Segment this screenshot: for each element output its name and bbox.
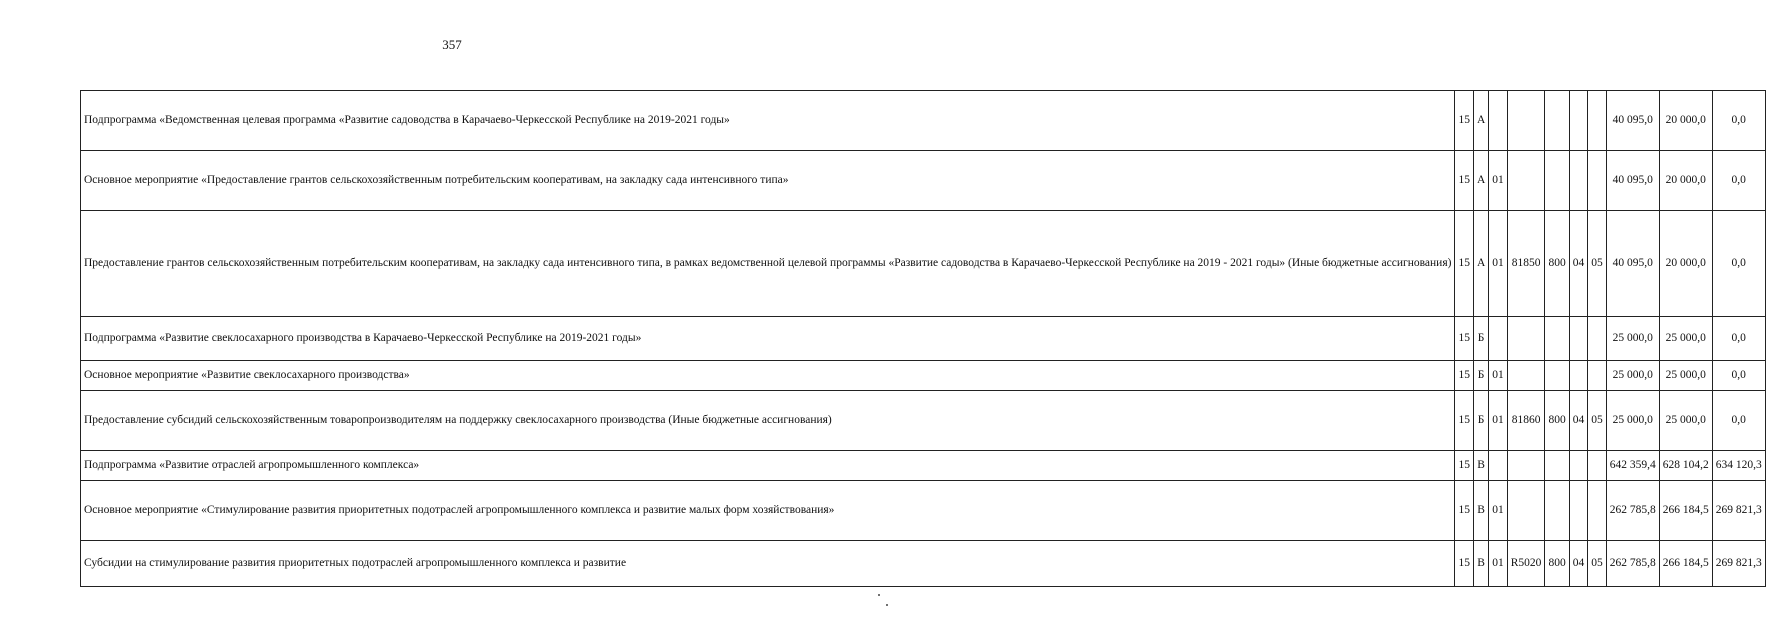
- cell-ministry: 15: [1455, 91, 1474, 151]
- table-body: [81, 91, 1766, 587]
- row-name: Подпрограмма «Развитие свеклосахарного производства в Карачаево-Черкесской Республике на 2019-2021 годы»: [81, 317, 1455, 361]
- cell-program: Б: [1473, 391, 1488, 451]
- cell-pr: [1588, 151, 1607, 211]
- row-name: Предоставление грантов сельскохозяйственным потребительским кооперативам, на закладку сада интенсивного типа, в рамках ведомственной целевой программы «Развитие садоводства в Карачаево-Черкесской Республике на 2019 - 2021 годы» (Иные бюджетные ассигнования): [81, 211, 1455, 317]
- cell-ministry: 15: [1455, 151, 1474, 211]
- cell-sum-2020: 628 104,2: [1659, 451, 1712, 481]
- cell-event: 01: [1489, 391, 1508, 451]
- cell-pr: 05: [1588, 541, 1607, 587]
- cell-program: А: [1473, 211, 1488, 317]
- cell-sum-2021: 0,0: [1712, 391, 1765, 451]
- cell-sum-2021: 0,0: [1712, 151, 1765, 211]
- cell-rz: 04: [1569, 391, 1588, 451]
- cell-program: Б: [1473, 361, 1488, 391]
- cell-event: [1489, 451, 1508, 481]
- row-name: Субсидии на стимулирование развития приоритетных подотраслей агропромышленного комплекса и развитие: [81, 541, 1455, 587]
- cell-sum-2019: 25 000,0: [1606, 361, 1659, 391]
- cell-vr: [1545, 451, 1569, 481]
- cell-vr: [1545, 361, 1569, 391]
- cell-ministry: 15: [1455, 361, 1474, 391]
- row-name: Основное мероприятие «Предоставление грантов сельскохозяйственным потребительским кооперативам, на закладку сада интенсивного типа»: [81, 151, 1455, 211]
- cell-direction: 81860: [1507, 391, 1545, 451]
- cell-sum-2019: 262 785,8: [1606, 481, 1659, 541]
- cell-program: В: [1473, 481, 1488, 541]
- cell-vr: 800: [1545, 391, 1569, 451]
- cell-event: 01: [1489, 211, 1508, 317]
- cell-pr: 05: [1588, 391, 1607, 451]
- table-row: [81, 151, 1766, 211]
- row-name: Подпрограмма «Ведомственная целевая программа «Развитие садоводства в Карачаево-Черкесской Республике на 2019-2021 годы»: [81, 91, 1455, 151]
- row-name: Основное мероприятие «Развитие свеклосахарного производства»: [81, 361, 1455, 391]
- cell-pr: [1588, 451, 1607, 481]
- cell-sum-2020: 25 000,0: [1659, 317, 1712, 361]
- cell-event: 01: [1489, 151, 1508, 211]
- cell-sum-2019: 40 095,0: [1606, 151, 1659, 211]
- cell-sum-2021: 634 120,3: [1712, 451, 1765, 481]
- cell-program: В: [1473, 451, 1488, 481]
- cell-direction: [1507, 91, 1545, 151]
- cell-direction: [1507, 317, 1545, 361]
- cell-vr: [1545, 317, 1569, 361]
- row-name: Предоставление субсидий сельскохозяйственным товаропроизводителям на поддержку свеклосахарного производства (Иные бюджетные ассигнования): [81, 391, 1455, 451]
- cell-vr: 800: [1545, 211, 1569, 317]
- cell-vr: [1545, 481, 1569, 541]
- table-row: [81, 361, 1766, 391]
- cell-pr: 05: [1588, 211, 1607, 317]
- cell-sum-2019: 642 359,4: [1606, 451, 1659, 481]
- cell-ministry: 15: [1455, 391, 1474, 451]
- scan-speck: [886, 604, 888, 606]
- cell-sum-2020: 20 000,0: [1659, 211, 1712, 317]
- cell-ministry: 15: [1455, 481, 1474, 541]
- scan-speck: [878, 594, 880, 596]
- cell-sum-2021: 0,0: [1712, 91, 1765, 151]
- cell-sum-2019: 25 000,0: [1606, 317, 1659, 361]
- cell-sum-2019: 262 785,8: [1606, 541, 1659, 587]
- table-row: [81, 91, 1766, 151]
- cell-program: А: [1473, 151, 1488, 211]
- cell-ministry: 15: [1455, 317, 1474, 361]
- cell-sum-2021: 269 821,3: [1712, 541, 1765, 587]
- cell-sum-2020: 25 000,0: [1659, 361, 1712, 391]
- cell-sum-2020: 25 000,0: [1659, 391, 1712, 451]
- cell-sum-2020: 266 184,5: [1659, 541, 1712, 587]
- cell-direction: R5020: [1507, 541, 1545, 587]
- cell-vr: [1545, 151, 1569, 211]
- cell-rz: [1569, 151, 1588, 211]
- cell-pr: [1588, 317, 1607, 361]
- cell-ministry: 15: [1455, 541, 1474, 587]
- cell-direction: [1507, 151, 1545, 211]
- cell-sum-2019: 40 095,0: [1606, 211, 1659, 317]
- cell-sum-2021: 0,0: [1712, 317, 1765, 361]
- table-row: [81, 451, 1766, 481]
- cell-sum-2021: 0,0: [1712, 361, 1765, 391]
- row-name: Основное мероприятие «Стимулирование развития приоритетных подотраслей агропромышленного комплекса и развитие малых форм хозяйствования»: [81, 481, 1455, 541]
- cell-sum-2021: 269 821,3: [1712, 481, 1765, 541]
- row-name: Подпрограмма «Развитие отраслей агропромышленного комплекса»: [81, 451, 1455, 481]
- cell-event: 01: [1489, 361, 1508, 391]
- cell-vr: 800: [1545, 541, 1569, 587]
- cell-vr: [1545, 91, 1569, 151]
- cell-event: 01: [1489, 481, 1508, 541]
- cell-program: В: [1473, 541, 1488, 587]
- cell-direction: 81850: [1507, 211, 1545, 317]
- cell-sum-2020: 20 000,0: [1659, 151, 1712, 211]
- cell-sum-2019: 25 000,0: [1606, 391, 1659, 451]
- cell-rz: [1569, 91, 1588, 151]
- table-row: [81, 211, 1766, 317]
- cell-event: [1489, 91, 1508, 151]
- cell-event: 01: [1489, 541, 1508, 587]
- cell-rz: [1569, 361, 1588, 391]
- cell-sum-2021: 0,0: [1712, 211, 1765, 317]
- cell-rz: 04: [1569, 541, 1588, 587]
- cell-rz: [1569, 481, 1588, 541]
- budget-table: [80, 90, 1766, 587]
- cell-rz: [1569, 317, 1588, 361]
- table-row: [81, 541, 1766, 587]
- cell-program: А: [1473, 91, 1488, 151]
- cell-sum-2020: 266 184,5: [1659, 481, 1712, 541]
- cell-program: Б: [1473, 317, 1488, 361]
- cell-ministry: 15: [1455, 451, 1474, 481]
- cell-direction: [1507, 361, 1545, 391]
- cell-rz: 04: [1569, 211, 1588, 317]
- cell-event: [1489, 317, 1508, 361]
- cell-pr: [1588, 481, 1607, 541]
- table-row: [81, 317, 1766, 361]
- cell-rz: [1569, 451, 1588, 481]
- cell-direction: [1507, 481, 1545, 541]
- cell-ministry: 15: [1455, 211, 1474, 317]
- cell-direction: [1507, 451, 1545, 481]
- cell-pr: [1588, 91, 1607, 151]
- page-number: 357: [442, 37, 462, 52]
- table-row: [81, 481, 1766, 541]
- cell-sum-2020: 20 000,0: [1659, 91, 1712, 151]
- cell-pr: [1588, 361, 1607, 391]
- table-row: [81, 391, 1766, 451]
- cell-sum-2019: 40 095,0: [1606, 91, 1659, 151]
